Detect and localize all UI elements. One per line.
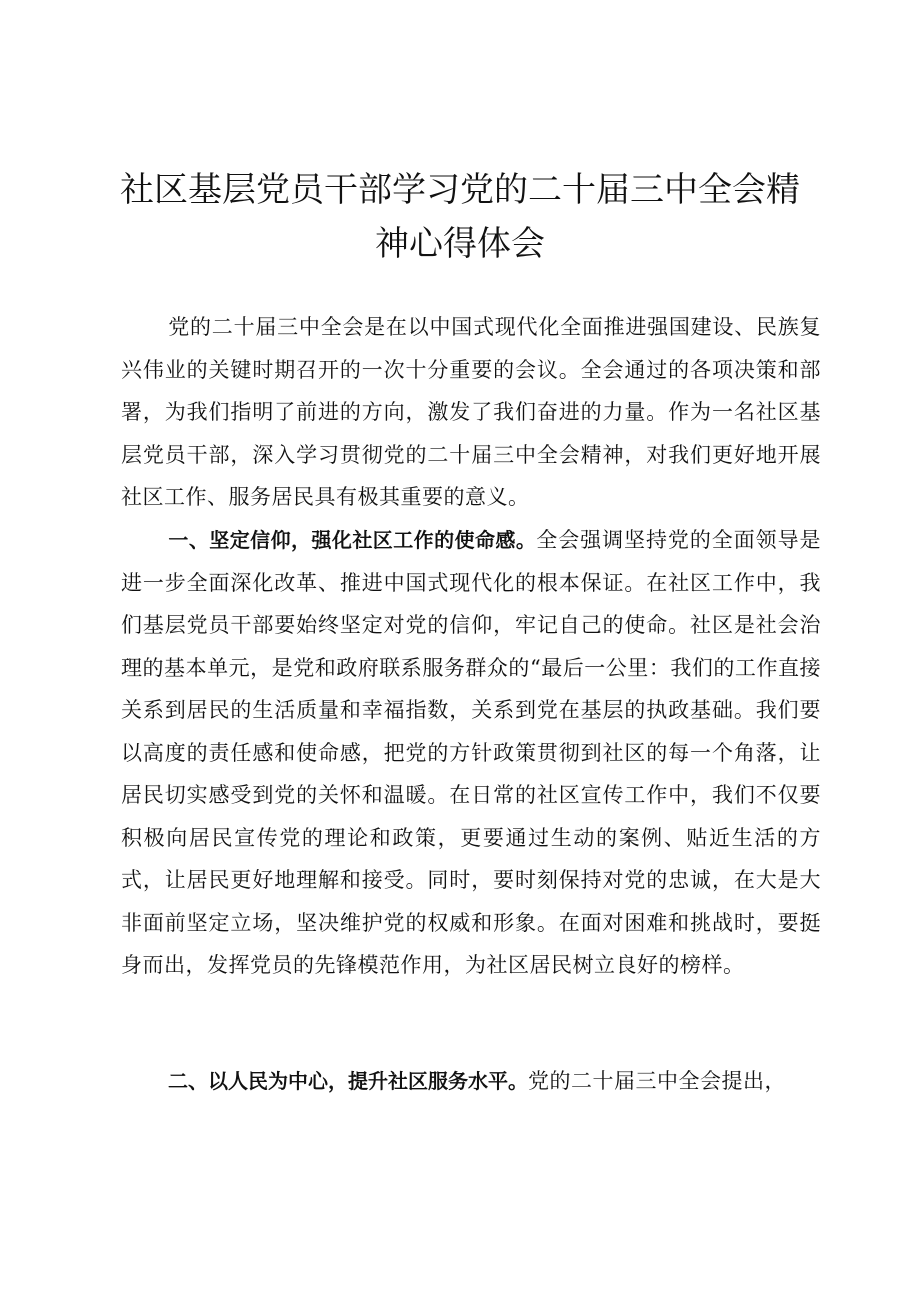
section-2-paragraph xyxy=(121,1060,821,1103)
section-1-heading: 一、坚定信仰，强化社区工作的使命感。 xyxy=(168,528,537,552)
intro-paragraph xyxy=(121,306,821,519)
section-2-text: 党的二十届三中全会提出， xyxy=(528,1069,786,1093)
document-title-line-1: 社区基层党员干部学习党的二十届三中全会精 xyxy=(120,170,800,210)
intro-paragraph-text: 党的二十届三中全会是在以中国式现代化全面推进强国建设、民族复兴伟业的关键时期召开的一次十分重要的会议。全会通过的各项决策和部署，为我们指明了前进的方向，激发了我们奋进的力量。作为一名社区基层党员干部，深入学习贯彻党的二十届三中全会精神，对我们更好地开展社区工作、服务居民具有极其重要的意义。 xyxy=(121,315,821,509)
section-2-heading: 二、以人民为中心，提升社区服务水平。 xyxy=(168,1069,528,1093)
section-1-paragraph xyxy=(121,519,821,987)
section-1-text: 全会强调坚持党的全面领导是进一步全面深化改革、推进中国式现代化的根本保证。在社区工作中，我们基层党员干部要始终坚定对党的信仰，牢记自己的使命。社区是社会治理的基本单元，是党和政府联系服务群众的“最后一公里：我们的工作直接关系到居民的生活质量和幸福指数，关系到党在基层的执政基础。我们要以高度的责任感和使命感，把党的方针政策贯彻到社区的每一个角落，让居民切实感受到党的关怀和温暖。在日常的社区宣传工作中，我们不仅要积极向居民宣传党的理论和政策，更要通过生动的案例、贴近生活的方式，让居民更好地理解和接受。同时，要时刻保持对党的忠诚，在大是大非面前坚定立场，坚决维护党的权威和形象。在面对困难和挑战时，要挺身而出，发挥党员的先锋模范作用，为社区居民树立良好的榜样。 xyxy=(121,528,822,977)
document-title-line-2: 神心得体会 xyxy=(375,224,545,264)
